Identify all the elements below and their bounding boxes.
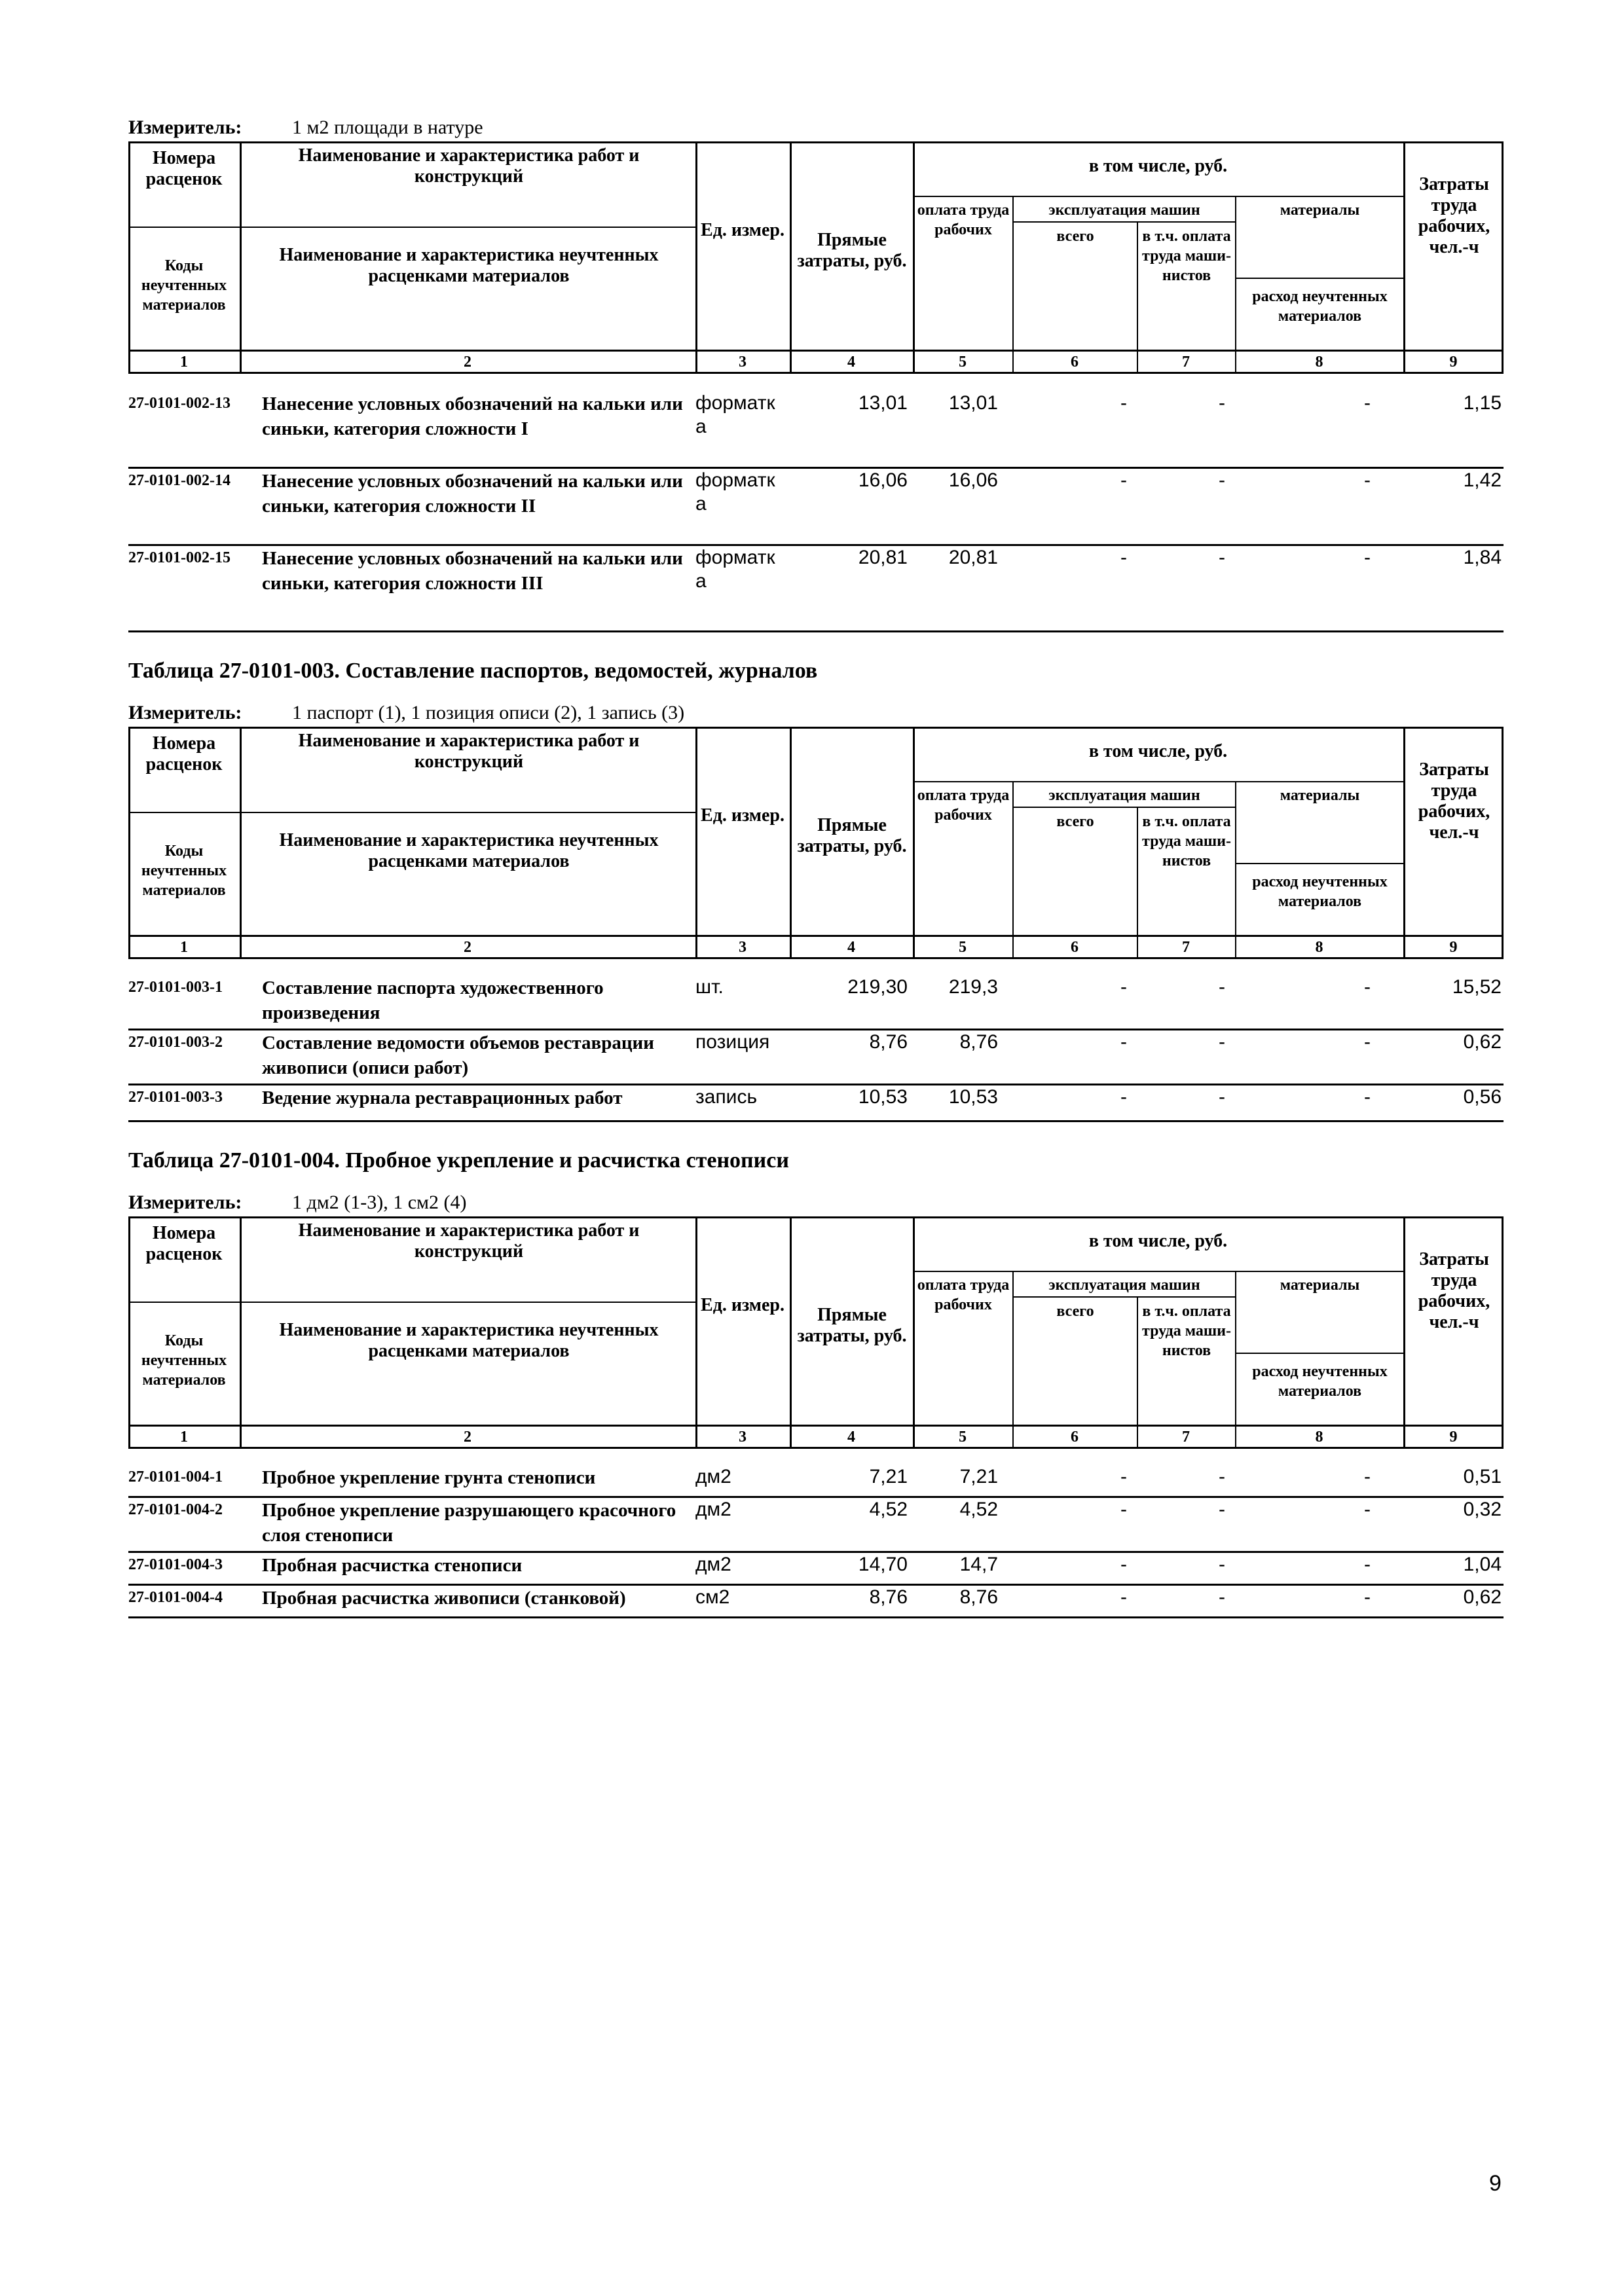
machinists-pay-value: - [1219,1466,1225,1487]
table-rule [1235,1271,1236,1449]
rate-code: 27-0101-004-3 [128,1556,223,1573]
rate-code: 27-0101-003-2 [128,1034,223,1051]
direct-costs-value: 8,76 [869,1031,908,1053]
machines-value: - [1120,547,1127,568]
labor-pay-value: 16,06 [948,469,998,491]
column-number: 7 [1182,939,1190,956]
table-rule [913,781,1403,782]
work-name: Ведение журнала реставрационных работ [262,1087,623,1108]
column-number: 7 [1182,1429,1190,1446]
column-number: 2 [464,354,471,371]
header-machines: эксплуатация машин [1048,787,1200,804]
header-name-materials: Наименование и характеристика неучтенных расценками материалов [279,830,659,871]
rate-code: 27-0101-004-4 [128,1589,223,1606]
labor-hours-value: 0,62 [1463,1586,1502,1608]
table-header-1 [128,141,1504,374]
labor-hours-value: 0,56 [1463,1086,1502,1108]
materials-value: - [1364,1466,1371,1487]
header-name-works: Наименование и характеристика работ и конструкций [298,1220,640,1262]
machines-value: - [1120,1086,1127,1108]
table-rule [128,1425,1504,1427]
header-labor-hours: Затраты труда рабочих, чел.-ч [1418,1249,1490,1332]
meter-line-1 [128,117,483,139]
table-rule [128,935,1504,937]
labor-pay-value: 13,01 [948,392,998,414]
machinists-pay-value: - [1219,547,1225,568]
direct-costs-value: 14,70 [858,1554,908,1575]
meter-line-2 [128,702,684,724]
header-direct-costs: Прямые затраты, руб. [797,230,907,271]
unit-value: позиция [695,1031,770,1053]
direct-costs-value: 16,06 [858,469,908,491]
column-number: 4 [847,1429,855,1446]
machinists-pay-value: - [1219,1086,1225,1108]
header-direct-costs: Прямые затраты, руб. [797,1305,907,1346]
machines-value: - [1120,1499,1127,1520]
header-unit: Ед. измер. [701,1295,784,1315]
materials-value: - [1364,1499,1371,1520]
table-header-2 [128,727,1504,959]
header-unit: Ед. измер. [701,220,784,240]
machinists-pay-value: - [1219,392,1225,414]
labor-pay-value: 8,76 [959,1586,998,1608]
machinists-pay-value: - [1219,469,1225,491]
labor-hours-value: 1,15 [1463,392,1502,414]
unit-value: форматк а [695,392,775,437]
machines-value: - [1120,392,1127,414]
materials-value: - [1364,1031,1371,1053]
column-number: 6 [1071,1429,1079,1446]
work-name: Пробное укрепление грунта стенописи [262,1467,596,1488]
header-nomer: Номера расценок [145,1223,223,1264]
meter-label: Измеритель: [128,702,242,723]
table-rule [128,227,695,228]
labor-pay-value: 20,81 [948,547,998,568]
rate-code: 27-0101-004-1 [128,1468,223,1485]
header-machinists-pay: в т.ч. оплата труда маши-нистов [1141,1303,1231,1359]
header-labor-pay: оплата труда рабочих [917,787,1010,824]
column-number: 3 [739,354,747,371]
labor-hours-value: 0,62 [1463,1031,1502,1053]
table-rule [695,141,697,374]
header-unaccounted-materials: расход неучтенных материалов [1252,1363,1388,1400]
unit-value: дм2 [695,1554,731,1575]
table-rule [1012,1296,1235,1298]
row-separator [128,1120,1504,1122]
table-title-3: Таблица 27-0101-004. Пробное укрепление и расчистка стенописи [128,1148,789,1173]
header-name-works: Наименование и характеристика работ и конструкций [298,145,640,187]
table-rule [695,1216,697,1449]
work-name: Пробная расчистка стенописи [262,1555,523,1576]
table-rule [1235,278,1403,279]
table-rule [128,812,695,813]
materials-value: - [1364,1554,1371,1575]
header-machines-total: всего [1056,1303,1094,1320]
unit-value: шт. [695,976,724,998]
rate-code: 27-0101-004-2 [128,1501,223,1518]
machinists-pay-value: - [1219,976,1225,998]
machinists-pay-value: - [1219,1499,1225,1520]
header-labor-pay: оплата труда рабочих [917,202,1010,238]
direct-costs-value: 13,01 [858,392,908,414]
column-number: 3 [739,939,747,956]
header-nomer: Номера расценок [145,733,223,774]
column-number: 4 [847,939,855,956]
table-rule [1012,221,1235,223]
table-rule [240,1216,242,1449]
materials-value: - [1364,469,1371,491]
header-materials: материалы [1280,1277,1360,1294]
labor-pay-value: 219,3 [948,976,998,998]
table-title-2: Таблица 27-0101-003. Составление паспортов, ведомостей, журналов [128,659,818,683]
materials-value: - [1364,392,1371,414]
column-number: 8 [1315,1429,1323,1446]
row-separator [128,1616,1504,1618]
meter-label: Измеритель: [128,1192,242,1213]
column-number: 6 [1071,354,1079,371]
header-machinists-pay: в т.ч. оплата труда маши-нистов [1141,813,1231,869]
column-number: 3 [739,1429,747,1446]
table-rule [913,1271,1403,1272]
table-rule [128,350,1504,352]
header-materials: материалы [1280,787,1360,804]
rate-code: 27-0101-002-14 [128,472,231,489]
header-machines-total: всего [1056,228,1094,245]
header-codes: Коды неучтенных материалов [141,843,227,899]
direct-costs-value: 8,76 [869,1586,908,1608]
header-unit: Ед. измер. [701,805,784,826]
labor-pay-value: 4,52 [959,1499,998,1520]
direct-costs-value: 20,81 [858,547,908,568]
direct-costs-value: 219,30 [847,976,908,998]
rate-code: 27-0101-003-1 [128,979,223,996]
machines-value: - [1120,1031,1127,1053]
header-labor-hours: Затраты труда рабочих, чел.-ч [1418,759,1490,843]
table-rule [1012,807,1235,808]
rate-code: 27-0101-002-15 [128,549,231,566]
column-number: 7 [1182,354,1190,371]
header-codes: Коды неучтенных материалов [141,1332,227,1389]
column-number: 4 [847,354,855,371]
unit-value: дм2 [695,1466,731,1487]
header-including: в том числе, руб. [1088,741,1228,761]
column-number: 8 [1315,354,1323,371]
machines-value: - [1120,1586,1127,1608]
materials-value: - [1364,547,1371,568]
meter-label: Измеритель: [128,117,242,138]
rate-code: 27-0101-003-3 [128,1089,223,1106]
column-number: 6 [1071,939,1079,956]
header-including: в том числе, руб. [1088,1231,1228,1251]
labor-hours-value: 0,51 [1463,1466,1502,1487]
column-number: 5 [959,354,967,371]
unit-value: форматк а [695,547,775,592]
column-number: 8 [1315,939,1323,956]
labor-hours-value: 1,04 [1463,1554,1502,1575]
header-direct-costs: Прямые затраты, руб. [797,815,907,856]
column-number: 9 [1449,939,1458,956]
meter-value: 1 паспорт (1), 1 позиция описи (2), 1 запись (3) [292,702,685,723]
column-number: 2 [464,1429,471,1446]
meter-value: 1 дм2 (1-3), 1 см2 (4) [292,1192,467,1213]
labor-hours-value: 15,52 [1452,976,1502,998]
table-rule [1235,863,1403,864]
work-name: Нанесение условных обозначений на кальки или синьки, категория сложности I [262,393,683,439]
work-name: Пробное укрепление разрушающего красочного слоя стенописи [262,1500,676,1546]
table-rule [1235,196,1236,374]
labor-pay-value: 14,7 [959,1554,998,1575]
unit-value: запись [695,1086,758,1108]
column-number: 1 [180,939,188,956]
rate-code: 27-0101-002-13 [128,395,231,412]
column-number: 9 [1449,1429,1458,1446]
header-nomer: Номера расценок [145,148,223,189]
column-number: 1 [180,354,188,371]
meter-value: 1 м2 площади в натуре [292,117,483,138]
meter-line-3 [128,1192,467,1214]
header-name-materials: Наименование и характеристика неучтенных расценками материалов [279,245,659,286]
table-rule [695,727,697,959]
table-rule [1235,781,1236,959]
header-name-works: Наименование и характеристика работ и конструкций [298,731,640,772]
header-unaccounted-materials: расход неучтенных материалов [1252,288,1388,325]
materials-value: - [1364,976,1371,998]
machines-value: - [1120,976,1127,998]
table-rule [240,141,242,374]
machines-value: - [1120,1554,1127,1575]
header-labor-pay: оплата труда рабочих [917,1277,1010,1313]
direct-costs-value: 7,21 [869,1466,908,1487]
work-name: Нанесение условных обозначений на кальки или синьки, категория сложности II [262,471,683,517]
column-number: 5 [959,939,967,956]
page-number: 9 [1489,2171,1502,2196]
machinists-pay-value: - [1219,1554,1225,1575]
materials-value: - [1364,1086,1371,1108]
header-unaccounted-materials: расход неучтенных материалов [1252,873,1388,910]
labor-hours-value: 1,84 [1463,547,1502,568]
row-separator [128,630,1504,632]
machinists-pay-value: - [1219,1586,1225,1608]
header-machinists-pay: в т.ч. оплата труда маши-нистов [1141,228,1231,284]
direct-costs-value: 10,53 [858,1086,908,1108]
table-rule [1235,1353,1403,1354]
table-rule [913,196,1403,197]
header-machines: эксплуатация машин [1048,202,1200,219]
header-machines: эксплуатация машин [1048,1277,1200,1294]
column-number: 2 [464,939,471,956]
work-name: Составление паспорта художественного произведения [262,977,604,1023]
work-name: Нанесение условных обозначений на кальки или синьки, категория сложности III [262,548,683,594]
labor-pay-value: 8,76 [959,1031,998,1053]
machines-value: - [1120,1466,1127,1487]
column-number: 5 [959,1429,967,1446]
column-number: 1 [180,1429,188,1446]
table-rule [240,727,242,959]
header-codes: Коды неучтенных материалов [141,257,227,314]
header-including: в том числе, руб. [1088,156,1228,176]
machines-value: - [1120,469,1127,491]
header-materials: материалы [1280,202,1360,219]
labor-hours-value: 0,32 [1463,1499,1502,1520]
direct-costs-value: 4,52 [869,1499,908,1520]
labor-pay-value: 7,21 [959,1466,998,1487]
unit-value: см2 [695,1586,730,1608]
header-machines-total: всего [1056,813,1094,830]
header-labor-hours: Затраты труда рабочих, чел.-ч [1418,174,1490,257]
machinists-pay-value: - [1219,1031,1225,1053]
materials-value: - [1364,1586,1371,1608]
work-name: Составление ведомости объемов реставрации живописи (описи работ) [262,1032,654,1078]
unit-value: дм2 [695,1499,731,1520]
column-number: 9 [1449,354,1458,371]
table-header-3 [128,1216,1504,1449]
header-name-materials: Наименование и характеристика неучтенных расценками материалов [279,1320,659,1361]
table-rule [128,1302,695,1303]
unit-value: форматк а [695,469,775,515]
labor-hours-value: 1,42 [1463,469,1502,491]
labor-pay-value: 10,53 [948,1086,998,1108]
work-name: Пробная расчистка живописи (станковой) [262,1588,626,1609]
